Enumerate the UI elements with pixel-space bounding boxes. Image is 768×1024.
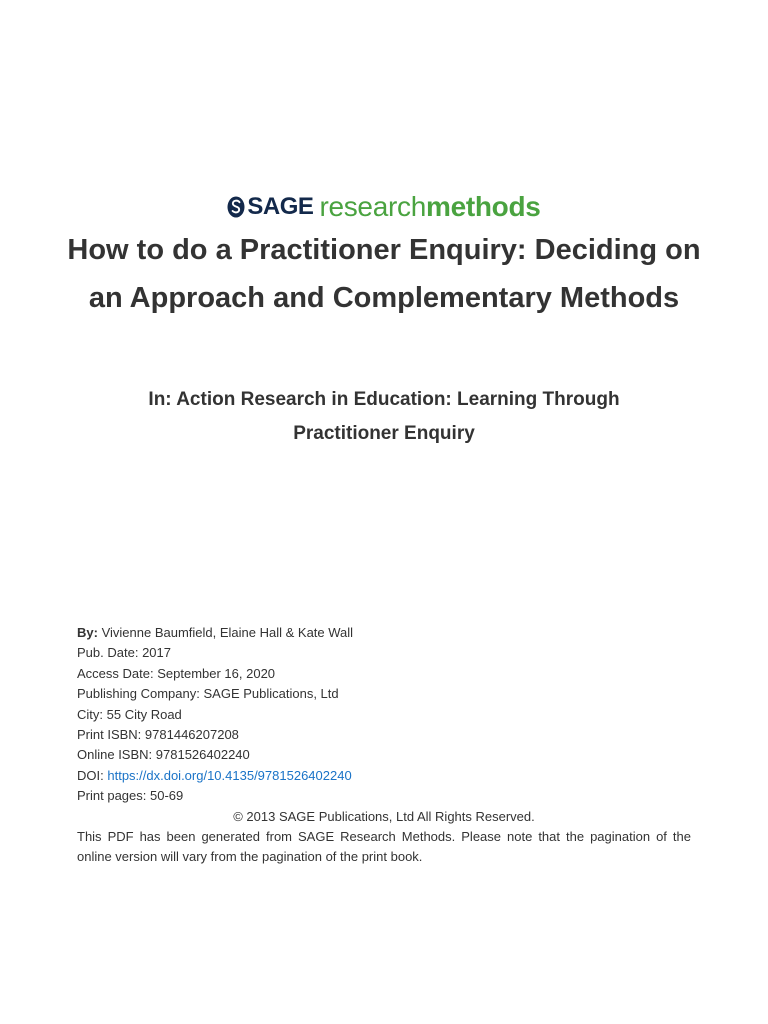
meta-pub-date-value: 2017 [142,645,171,661]
document-title: How to do a Practitioner Enquiry: Deciding on an Approach and Complementary Methods [67,234,701,314]
document-subtitle: In: Action Research in Education: Learning Through Practitioner Enquiry [148,389,620,444]
meta-access-date-value: September 16, 2020 [157,665,276,681]
meta-online-isbn-value: 9781526402240 [155,747,250,763]
meta-access-date-label: Access Date: [77,665,154,681]
meta-publisher-value: SAGE Publications, Ltd [203,686,339,702]
metadata-block [77,623,691,868]
doi-link[interactable]: https://dx.doi.org/10.4135/9781526402240 [107,767,352,783]
meta-doi-label: DOI: [77,767,104,783]
meta-access-date [77,664,691,684]
meta-doi [77,766,691,786]
meta-city-label: City: [77,706,103,722]
copyright-notice: © 2013 SAGE Publications, Ltd All Rights Reserved. [233,808,535,824]
meta-city [77,705,691,725]
meta-city-value: 55 City Road [106,706,182,722]
meta-print-isbn-value: 9781446207208 [144,727,239,743]
meta-online-isbn-label: Online ISBN: [77,747,153,763]
meta-print-isbn [77,725,691,745]
meta-publisher [77,684,691,704]
meta-publisher-label: Publishing Company: [77,686,200,702]
pagination-notice: This PDF has been generated from SAGE Research Methods. Please note that the pagination of the online version will vary from the pagination of the print book. [77,829,691,865]
meta-print-pages-label: Print pages: [77,788,147,804]
meta-print-isbn-label: Print ISBN: [77,727,142,743]
logo-product-bold-text: methods [425,191,541,222]
sage-logo-icon [227,196,245,218]
logo-product-light-text: research [319,191,426,222]
meta-authors [77,623,691,643]
meta-online-isbn [77,745,691,765]
logo-brand-text: SAGE [247,193,314,220]
sage-research-methods-logo [0,190,768,224]
meta-authors-label: By: [77,625,98,640]
meta-authors-value: Vivienne Baumfield, Elaine Hall & Kate Wall [101,625,354,640]
meta-print-pages-value: 50-69 [150,788,184,804]
meta-pub-date-label: Pub. Date: [77,645,139,661]
meta-pub-date [77,643,691,663]
meta-print-pages [77,786,691,806]
